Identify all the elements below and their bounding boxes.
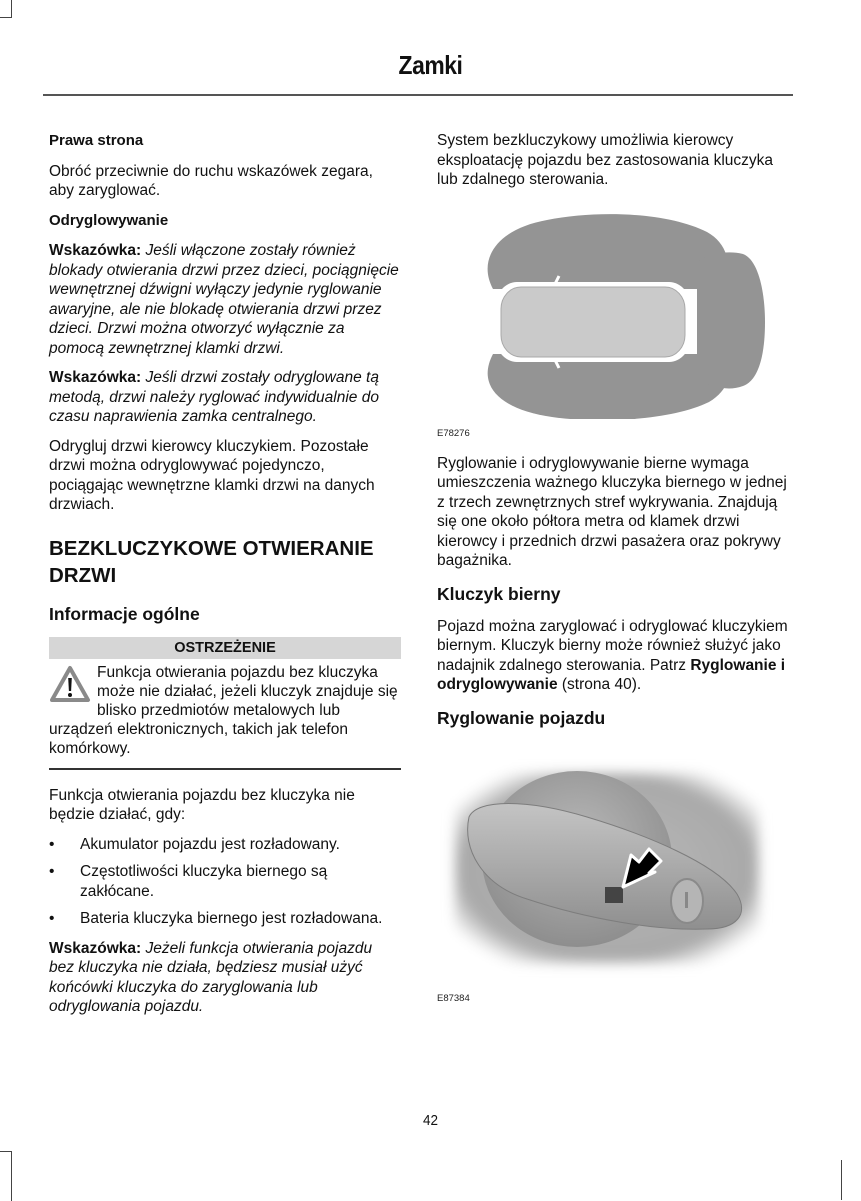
list-item <box>49 862 401 901</box>
heading-prawa-strona: Prawa strona <box>49 132 144 149</box>
bullet-icon: • <box>49 835 55 853</box>
bullet-icon: • <box>49 863 55 880</box>
figure-detection-zones <box>437 200 789 444</box>
warning-triangle-icon <box>49 665 91 703</box>
bullet-icon: • <box>49 910 55 927</box>
note-label: Wskazówka: <box>49 939 142 957</box>
cross-reference-link[interactable]: Ryglowanie i odryglowywanie <box>437 656 786 693</box>
paragraph-keyless-intro: System bezkluczykowy umożliwia kierowcy eksploatację pojazdu bez zastosowania kluczyka lub zdalnego sterowania. <box>437 132 774 188</box>
door-handle-illustration <box>437 759 789 984</box>
list-item <box>49 835 401 855</box>
note-text: Jeżeli funkcja otwierania pojazdu bez kluczyka nie działa, będziesz musiał użyć końcówki kluczyka do zaryglowania lub odryglowania pojazdu. <box>49 939 373 1015</box>
heading-odryglowywanie: Odryglowywanie <box>49 211 169 229</box>
heading-general-info: Informacje ogólne <box>49 603 200 624</box>
left-column <box>49 131 401 1027</box>
note-child-locks <box>49 241 401 358</box>
list-item <box>49 909 401 929</box>
detection-zones-illustration <box>437 214 789 419</box>
note-label: Wskazówka: <box>49 242 142 259</box>
paragraph-not-working-intro: Funkcja otwierania pojazdu bez kluczyka nie będzie działać, gdy: <box>49 786 355 823</box>
crop-mark-top-left <box>0 0 12 18</box>
paragraph-unlock-driver-door: Odrygluj drzwi kierowcy kluczykiem. Pozostałe drzwi można odryglowywać pojedynczo, pociągając wewnętrzne klamki drzwi na danych drzwiach. <box>49 437 375 513</box>
crop-mark-bottom-right <box>841 1160 842 1200</box>
figure-caption: E87384 <box>437 993 470 1004</box>
warning-text: Funkcja otwierania pojazdu bez kluczyka może nie działać, jeżeli kluczyk znajduje się blisko przedmiotów metalowych lub urządzeń elektronicznych, takich jak telefon komórkowy. <box>49 663 398 757</box>
page-number: 42 <box>422 1112 439 1129</box>
detection-zone-passenger-side <box>488 354 729 419</box>
note-label: Wskazówka: <box>49 369 142 386</box>
heading-passive-key: Kluczyk bierny <box>437 583 561 604</box>
detection-zone-rear <box>697 252 765 388</box>
passive-key-text: Pojazd można zaryglować i odryglować kluczykiem biernym. Kluczyk bierny może również służyć jako nadajnik zdalnego sterowania. Patrz <box>437 617 788 674</box>
figure-caption: E78276 <box>437 428 470 439</box>
title-divider <box>43 94 793 96</box>
page-title: Zamki <box>398 50 463 80</box>
list-item-text: Bateria kluczyka biernego jest rozładowana. <box>80 910 383 927</box>
conditions-list <box>49 835 401 929</box>
detection-zone-driver-side <box>488 214 729 289</box>
right-column <box>437 131 789 1019</box>
note-text: Jeśli włączone zostały również blokady otwierania drzwi przez dzieci, pociągnięcie wewnętrznej dźwigni wyłączy jedynie ryglowanie awaryjne, ale nie blokadę otwierania drzwi przez dzieci. Drzwi można otworzyć wyłącznie za pomocą zewnętrznej klamki drzwi. <box>49 242 399 357</box>
page-reference: (strona 40). <box>557 676 642 693</box>
crop-mark-bottom-left <box>0 1151 12 1201</box>
list-item-text: Częstotliwości kluczyka biernego są zakłócane. <box>80 863 328 900</box>
heading-locking-vehicle: Ryglowanie pojazdu <box>437 707 606 728</box>
warning-header: OSTRZEŻENIE <box>49 637 401 659</box>
paragraph-prawa-strona: Obróć przeciwnie do ruchu wskazówek zegara, aby zaryglować. <box>49 162 373 199</box>
note-key-blade <box>49 939 401 1017</box>
warning-body <box>49 659 401 770</box>
list-item-text: Akumulator pojazdu jest rozładowany. <box>80 835 340 853</box>
paragraph-passive-key <box>437 617 789 695</box>
figure-door-handle <box>437 741 789 1009</box>
note-text: Jeśli drzwi zostały odryglowane tą metodą, drzwi należy ryglować indywidualnie do czasu naprawienia zamka centralnego. <box>49 369 379 425</box>
paragraph-passive-locking: Ryglowanie i odryglowywanie bierne wymaga umieszczenia ważnego kluczyka biernego w jednej z trzech zewnętrznych stref wykrywania. Znajdują się one około półtora metra od klamek drzwi kierowcy i przednich drzwi pasażera oraz pokrywy bagażnika. <box>437 454 787 569</box>
note-central-lock <box>49 368 401 427</box>
lock-sensor-pad <box>605 887 623 903</box>
section-heading-keyless-entry: BEZKLUCZYKOWE OTWIERANIE DRZWI <box>49 536 374 587</box>
